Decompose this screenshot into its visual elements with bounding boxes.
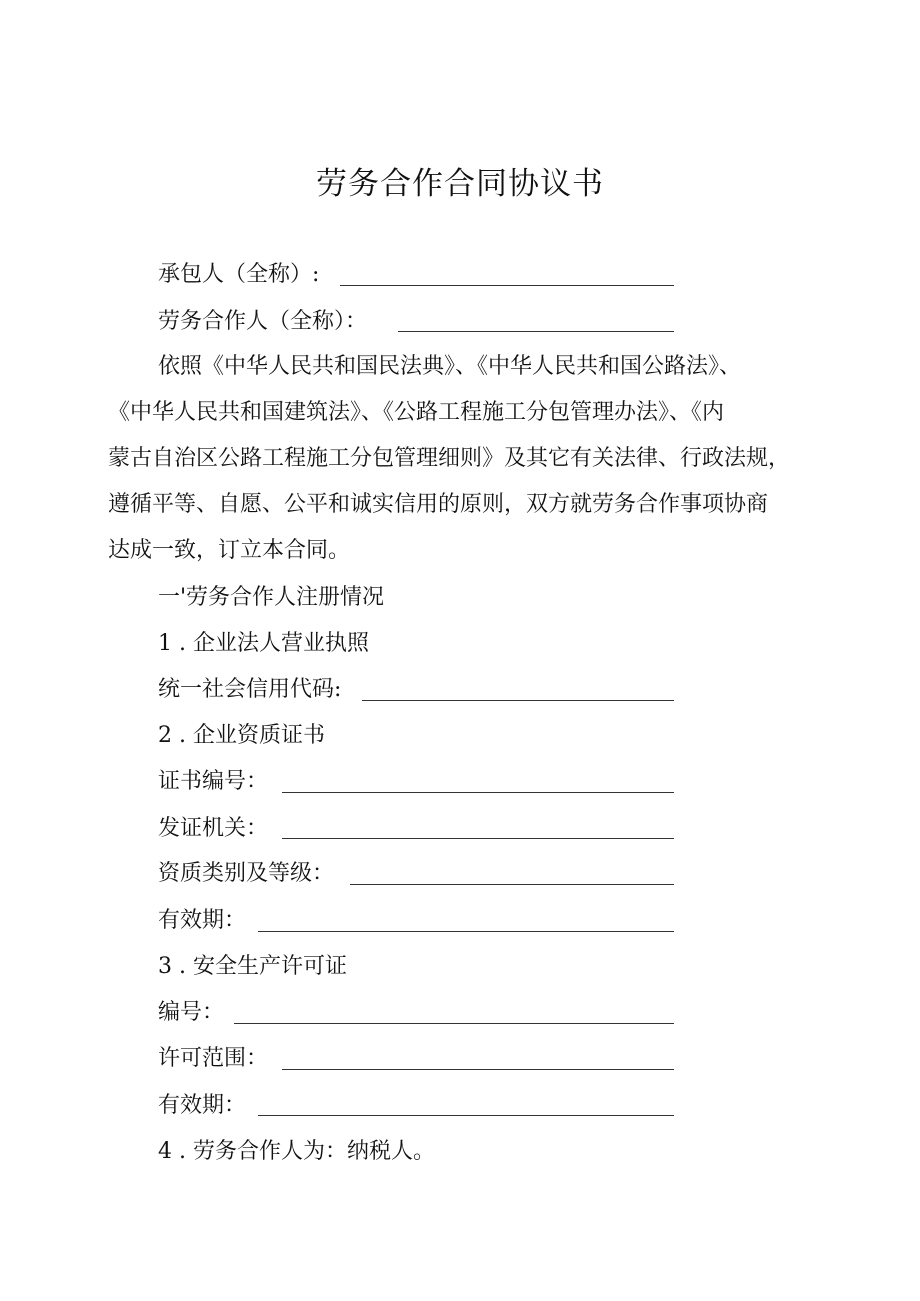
cert-validity-blank[interactable]	[258, 931, 674, 932]
section-1-heading: 一'劳务合作人注册情况	[158, 585, 385, 610]
issuer-label: 发证机关：	[158, 816, 269, 841]
permit-scope-label: 许可范围：	[158, 1046, 269, 1071]
item-1-business-license: 1 . 企业法人营业执照	[158, 631, 369, 656]
permit-validity-label: 有效期：	[158, 1093, 247, 1118]
contractor-blank[interactable]	[340, 285, 674, 286]
cert-number-label: 证书编号：	[158, 769, 269, 794]
preamble-line-2: 《中华人民共和国建筑法》、《公路工程施工分包管理办法》、《内	[108, 400, 725, 425]
preamble-line-1: 依照《中华人民共和国民法典》、《中华人民共和国公路法》、	[158, 354, 742, 379]
document-title: 劳务合作合同协议书	[316, 166, 604, 202]
item-3-safety-permit: 3 . 安全生产许可证	[158, 954, 347, 979]
partner-label: 劳务合作人（全称）：	[158, 309, 368, 334]
permit-number-label: 编号：	[158, 1000, 225, 1025]
item-4-taxpayer: 4 . 劳务合作人为：纳税人。	[158, 1139, 435, 1164]
credit-code-blank[interactable]	[362, 700, 674, 701]
cert-number-blank[interactable]	[282, 792, 674, 793]
preamble-line-5: 达成一致，订立本合同。	[108, 538, 351, 563]
permit-number-blank[interactable]	[234, 1023, 674, 1024]
preamble-line-3: 蒙古自治区公路工程施工分包管理细则》及其它有关法律、行政法规，	[108, 446, 791, 471]
preamble-line-4: 遵循平等、自愿、公平和诚实信用的原则，双方就劳务合作事项协商	[108, 492, 769, 517]
qualification-category-label: 资质类别及等级：	[158, 861, 335, 886]
item-2-qualification-cert: 2 . 企业资质证书	[158, 723, 325, 748]
partner-blank[interactable]	[398, 331, 674, 332]
permit-validity-blank[interactable]	[258, 1115, 674, 1116]
qualification-category-blank[interactable]	[350, 884, 674, 885]
contractor-label: 承包人（全称）:	[158, 262, 320, 287]
permit-scope-blank[interactable]	[282, 1069, 674, 1070]
credit-code-label: 统一社会信用代码:	[158, 677, 342, 702]
cert-validity-label: 有效期：	[158, 908, 247, 933]
issuer-blank[interactable]	[282, 838, 674, 839]
